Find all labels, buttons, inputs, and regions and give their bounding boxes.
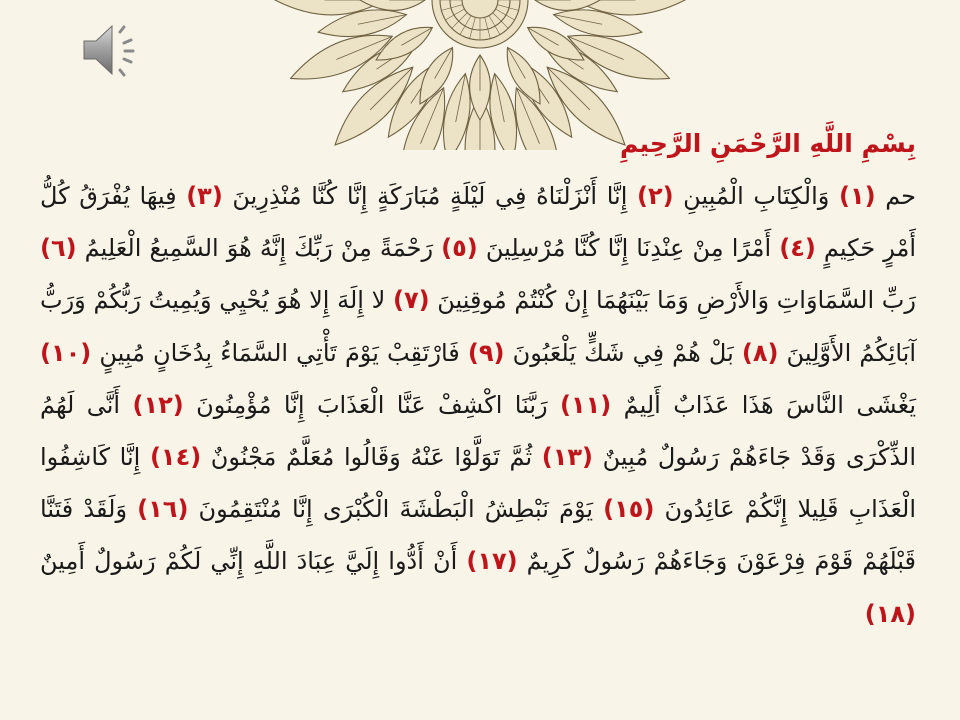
verse-number: (٨) xyxy=(741,338,779,367)
verse-text: فِيهَا يُفْرَقُ كُلُّ أَمْرٍ حَكِيمٍ xyxy=(40,182,917,263)
verse-text: فَارْتَقِبْ يَوْمَ تَأْتِي السَّمَاءُ بِدُخَانٍ مُبِينٍ xyxy=(91,338,468,367)
verse-text: إِنَّا أَنْزَلْنَاهُ فِي لَيْلَةٍ مُبَارَكَةٍ إِنَّا كُنَّا مُنْذِرِينَ xyxy=(222,182,637,210)
verse-text: يَوْمَ نَبْطِشُ الْبَطْشَةَ الْكُبْرَى إِنَّا مُنْتَقِمُونَ xyxy=(188,495,604,524)
verse-number: (٧) xyxy=(393,286,430,315)
verse-number: (١١) xyxy=(560,390,612,419)
verses-paragraph xyxy=(40,170,916,640)
verse-number: (١٧) xyxy=(466,547,518,576)
surah-text-area xyxy=(40,118,916,640)
verse-number: (١٨) xyxy=(864,599,916,628)
verse-number: (٩) xyxy=(467,338,505,367)
verse-number: (٢) xyxy=(636,182,674,210)
verse-number: (١٤) xyxy=(149,443,202,472)
verse-text: رَبَّنَا اكْشِفْ عَنَّا الْعَذَابَ إِنَّا مُؤْمِنُونَ xyxy=(183,390,560,419)
verse-number: (١٢) xyxy=(132,390,184,419)
verse-number: (١٦) xyxy=(137,495,189,524)
verse-number: (١) xyxy=(839,182,876,210)
verse-number: (٦) xyxy=(40,234,77,263)
verse-text: أَنْ أَدُّوا إِلَيَّ عِبَادَ اللَّهِ إِنِّي لَكُمْ رَسُولٌ أَمِينٌ xyxy=(40,547,467,576)
verse-text: وَلَقَدْ فَتَنَّا قَبْلَهُمْ قَوْمَ فِرْعَوْنَ وَجَاءَهُمْ رَسُولٌ كَرِيمٌ xyxy=(40,495,916,576)
verse-text: حم xyxy=(875,182,917,210)
verse-text: رَبِّ السَّمَاوَاتِ وَالأَرْضِ وَمَا بَيْنَهُمَا إِنْ كُنْتُمْ مُوقِنِينَ xyxy=(429,286,916,315)
verse-number: (٥) xyxy=(441,234,478,263)
verse-text: إِنَّا كَاشِفُوا الْعَذَابِ قَلِيلا إِنَّكُمْ عَائِدُونَ xyxy=(40,443,917,524)
verse-number: (١٠) xyxy=(40,338,92,367)
verse-text: أَنَّى لَهُمُ الذِّكْرَى وَقَدْ جَاءَهُمْ رَسُولٌ مُبِينٌ xyxy=(40,390,916,472)
verse-text: لا إِلَهَ إِلا هُوَ يُحْيِي وَيُمِيتُ رَبُّكُمْ وَرَبُّ آبَائِكُمُ الأَوَّلِينَ xyxy=(40,286,916,367)
verse-text: يَغْشَى النَّاسَ هَذَا عَذَابٌ أَلِيمٌ xyxy=(611,390,917,419)
speaker-icon[interactable] xyxy=(80,18,144,82)
basmala-heading: بِسْمِ اللَّهِ الرَّحْمَنِ الرَّحِيمِ xyxy=(620,129,916,158)
verse-text: بَلْ هُمْ فِي شَكٍّ يَلْعَبُونَ xyxy=(504,338,742,367)
verse-text: ثُمَّ تَوَلَّوْا عَنْهُ وَقَالُوا مُعَلَّمٌ مَجْنُونٌ xyxy=(201,443,542,472)
verse-number: (٤) xyxy=(779,234,816,263)
verse-text: رَحْمَةً مِنْ رَبِّكَ إِنَّهُ هُوَ السَّمِيعُ الْعَلِيمُ xyxy=(76,234,442,263)
verse-text: وَالْكِتَابِ الْمُبِينِ xyxy=(673,182,839,210)
verse-text: أَمْرًا مِنْ عِنْدِنَا إِنَّا كُنَّا مُرْسِلِينَ xyxy=(477,234,780,263)
verse-number: (١٣) xyxy=(541,443,593,472)
verse-number: (١٥) xyxy=(603,495,655,524)
verse-number: (٣) xyxy=(186,182,223,210)
